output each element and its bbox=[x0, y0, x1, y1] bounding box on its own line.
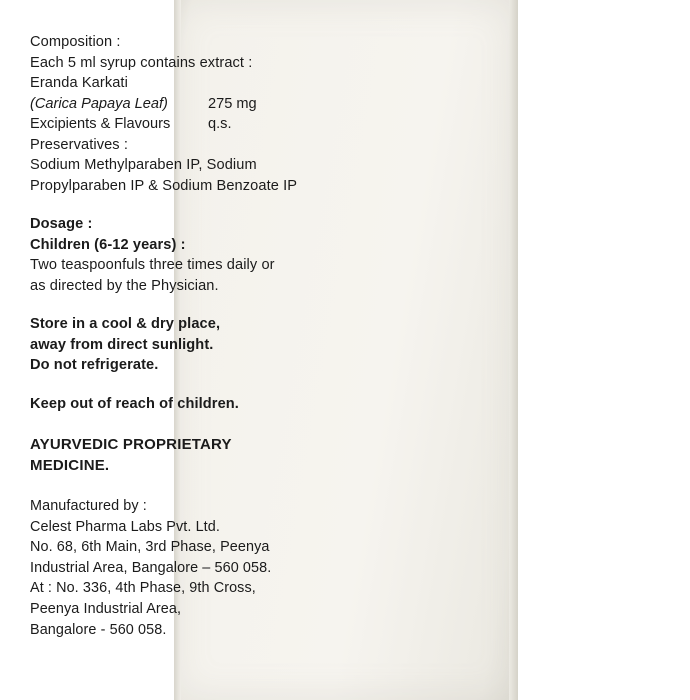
storage-line-2: away from direct sunlight. bbox=[30, 336, 214, 353]
ingredient-latin-row bbox=[30, 94, 320, 115]
spacer bbox=[30, 476, 320, 496]
manufacturer-section bbox=[30, 496, 320, 640]
manufacturer-address-1: No. 68, 6th Main, 3rd Phase, Peenya bbox=[30, 539, 270, 556]
ingredient-quantity: 275 mg bbox=[208, 95, 257, 112]
dosage-heading: Dosage : bbox=[30, 216, 93, 232]
excipients-row bbox=[30, 114, 320, 135]
excipients-quantity: q.s. bbox=[208, 116, 232, 132]
dosage-line-1: Two teaspoonfuls three times daily or bbox=[30, 257, 275, 273]
spacer bbox=[30, 376, 320, 394]
dosage-age-group: Children (6-12 years) : bbox=[30, 236, 186, 253]
spacer bbox=[30, 296, 320, 314]
manufacturer-address-5: Bangalore - 560 058. bbox=[30, 621, 167, 638]
manufacturer-address-2: Industrial Area, Bangalore – 560 058. bbox=[30, 559, 272, 576]
keep-out-of-reach-warning: Keep out of reach of children. bbox=[30, 395, 239, 412]
label-text-content bbox=[30, 32, 320, 640]
composition-intro: Each 5 ml syrup contains extract : bbox=[30, 54, 253, 71]
classification-line-2: MEDICINE. bbox=[30, 457, 110, 474]
classification-section bbox=[30, 434, 320, 476]
classification-line-1: AYURVEDIC PROPRIETARY bbox=[30, 436, 232, 453]
manufacturer-address-3: At : No. 336, 4th Phase, 9th Cross, bbox=[30, 580, 256, 597]
manufacturer-heading: Manufactured by : bbox=[30, 498, 147, 514]
storage-section bbox=[30, 314, 320, 376]
carton-right-edge bbox=[509, 0, 518, 700]
ingredient-latin: (Carica Papaya Leaf) bbox=[30, 95, 168, 112]
preservatives-line-1: Sodium Methylparaben IP, Sodium bbox=[30, 157, 257, 173]
manufacturer-address-4: Peenya Industrial Area, bbox=[30, 600, 182, 617]
spacer bbox=[30, 196, 320, 214]
storage-line-3: Do not refrigerate. bbox=[30, 357, 159, 373]
dosage-line-2: as directed by the Physician. bbox=[30, 277, 219, 294]
ingredient-name: Eranda Karkati bbox=[30, 75, 128, 91]
composition-heading: Composition : bbox=[30, 34, 121, 50]
manufacturer-name: Celest Pharma Labs Pvt. Ltd. bbox=[30, 518, 220, 535]
spacer bbox=[30, 414, 320, 434]
excipients-label: Excipients & Flavours bbox=[30, 116, 171, 132]
composition-section bbox=[30, 32, 320, 196]
preservatives-heading: Preservatives : bbox=[30, 136, 129, 153]
preservatives-line-2: Propylparaben IP & Sodium Benzoate IP bbox=[30, 177, 298, 194]
dosage-section bbox=[30, 214, 320, 296]
warning-section bbox=[30, 394, 320, 415]
storage-line-1: Store in a cool & dry place, bbox=[30, 316, 221, 332]
